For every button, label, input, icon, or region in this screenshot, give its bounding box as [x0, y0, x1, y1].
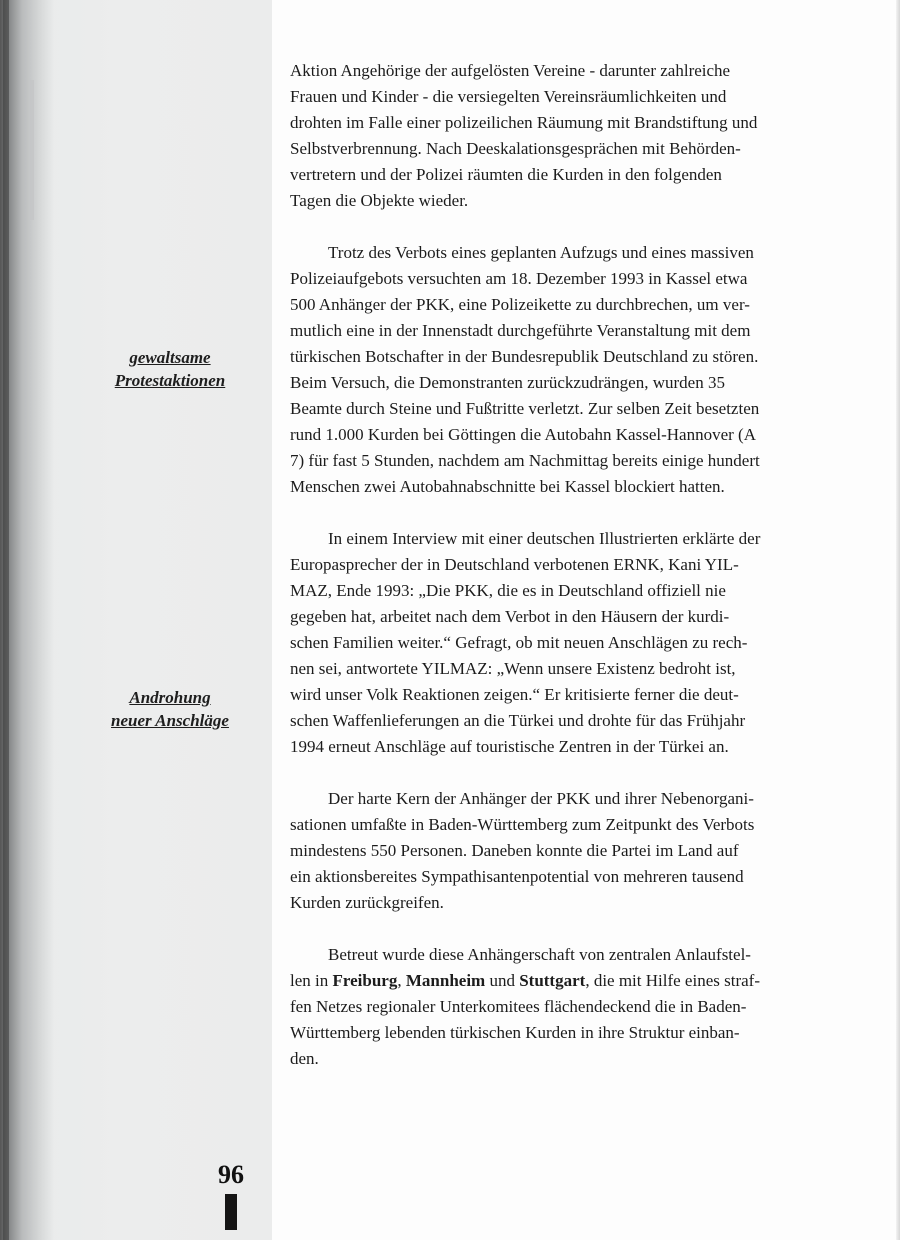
- city-freiburg: Freiburg: [332, 971, 398, 990]
- text-line: Polizeiaufgebots versuchten am 18. Dezember 1993 in Kassel etwa: [290, 269, 748, 288]
- text-line: mindestens 550 Personen. Daneben konnte die Partei im Land auf: [290, 841, 739, 860]
- text-line: Menschen zwei Autobahnabschnitte bei Kassel blockiert hatten.: [290, 477, 725, 496]
- text-line: rund 1.000 Kurden bei Göttingen die Autobahn Kassel-Hannover (A: [290, 425, 756, 444]
- paragraph-1: [290, 58, 820, 214]
- marginal-note-line: Protestaktionen: [114, 371, 226, 390]
- text-line: mutlich eine in der Innenstadt durchgeführte Veranstaltung mit dem: [290, 321, 751, 340]
- text-line: Betreut wurde diese Anhängerschaft von zentralen Anlaufstel-: [328, 945, 751, 964]
- text-line: Selbstverbrennung. Nach Deeskalationsgesprächen mit Behörden-: [290, 139, 741, 158]
- marginal-note-threat-of-attacks: [70, 686, 270, 732]
- page-number: 96: [218, 1160, 244, 1189]
- text-line: 1994 erneut Anschläge auf touristische Zentren in der Türkei an.: [290, 737, 729, 756]
- text-line: 500 Anhänger der PKK, eine Polizeikette zu durchbrechen, um ver-: [290, 295, 750, 314]
- text-line: nen sei, antwortete YILMAZ: „Wenn unsere Existenz bedroht ist,: [290, 659, 736, 678]
- text-line: Beamte durch Steine und Fußtritte verletzt. Zur selben Zeit besetzten: [290, 399, 760, 418]
- text-line: fen Netzes regionaler Unterkomitees flächendeckend die in Baden-: [290, 997, 747, 1016]
- text-line: schen Familien weiter.“ Gefragt, ob mit neuen Anschlägen zu rech-: [290, 633, 748, 652]
- text-fragment: ,: [397, 971, 406, 990]
- text-fragment: len in: [290, 971, 333, 990]
- scan-streak: [30, 80, 34, 220]
- text-line: wird unser Volk Reaktionen zeigen.“ Er kritisierte ferner die deut-: [290, 685, 739, 704]
- text-line: sationen umfaßte in Baden-Württemberg zum Zeitpunkt des Verbots: [290, 815, 755, 834]
- text-line: türkischen Botschafter in der Bundesrepublik Deutschland zu stören.: [290, 347, 759, 366]
- text-line: Kurden zurückgreifen.: [290, 893, 444, 912]
- paragraph-5: [290, 942, 820, 1072]
- body-text: [290, 58, 820, 1072]
- text-line: vertretern und der Polizei räumten die Kurden in den folgenden: [290, 165, 722, 184]
- page-marker-bar: [225, 1194, 237, 1230]
- text-line: Tagen die Objekte wieder.: [290, 191, 469, 210]
- text-line: In einem Interview mit einer deutschen Illustrierten erklärte der: [328, 529, 761, 548]
- paragraph-4: [290, 786, 820, 916]
- text-line: Der harte Kern der Anhänger der PKK und ihrer Nebenorgani-: [328, 789, 754, 808]
- binding-edge: [3, 0, 9, 1240]
- text-line: gegeben hat, arbeitet nach dem Verbot in den Häusern der kurdi-: [290, 607, 730, 626]
- city-stuttgart: Stuttgart: [519, 971, 586, 990]
- city-mannheim: Mannheim: [405, 971, 486, 990]
- marginal-note-line: gewaltsame: [129, 348, 211, 367]
- paragraph-3: [290, 526, 820, 760]
- text-line: Beim Versuch, die Demonstranten zurückzudrängen, wurden 35: [290, 373, 725, 392]
- text-line: ein aktionsbereites Sympathisantenpotential von mehreren tausend: [290, 867, 744, 886]
- text-fragment: und: [485, 971, 520, 990]
- text-line: 7) für fast 5 Stunden, nachdem am Nachmittag bereits einige hundert: [290, 451, 760, 470]
- marginal-note-line: Androhung: [129, 688, 211, 707]
- marginal-note-line: neuer Anschläge: [111, 711, 229, 730]
- text-line: Aktion Angehörige der aufgelösten Vereine - darunter zahlreiche: [290, 61, 731, 80]
- text-line: Frauen und Kinder - die versiegelten Vereinsräumlichkeiten und: [290, 87, 727, 106]
- text-fragment: , die mit Hilfe eines straf-: [585, 971, 760, 990]
- marginal-note-violent-protests: [70, 346, 270, 392]
- text-line: MAZ, Ende 1993: „Die PKK, die es in Deutschland offiziell nie: [290, 581, 726, 600]
- text-line: Europasprecher der in Deutschland verbotenen ERNK, Kani YIL-: [290, 555, 739, 574]
- text-line-with-cities: [290, 968, 820, 994]
- paragraph-2: [290, 240, 820, 500]
- text-line: Trotz des Verbots eines geplanten Aufzugs und eines massiven: [328, 243, 754, 262]
- text-line: drohten im Falle einer polizeilichen Räumung mit Brandstiftung und: [290, 113, 758, 132]
- text-line: schen Waffenlieferungen an die Türkei und drohte für das Frühjahr: [290, 711, 746, 730]
- text-line: Württemberg lebenden türkischen Kurden in ihre Struktur einban-: [290, 1023, 740, 1042]
- right-page-edge: [896, 0, 900, 1240]
- text-line: den.: [290, 1049, 319, 1068]
